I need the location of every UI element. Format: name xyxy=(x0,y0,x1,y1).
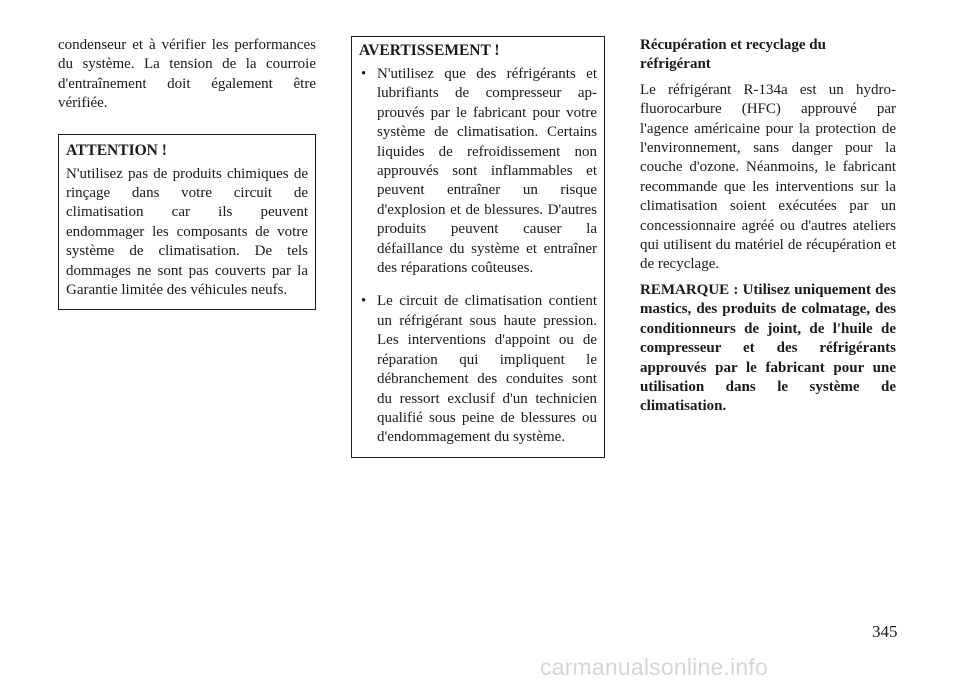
note-paragraph: REMARQUE : Utilisez uniquement des mastics, des produits de colmatage, des conditionneurs de joint, de l'huile de compresseur et des réfrigérants approuvés par le fabricant pour une utilisation dans le système de climatisation. xyxy=(640,281,896,415)
intro-paragraph: condenseur et à vérifier les performances du système. La tension de la courroie d'entraînement doit également être vérifiée. xyxy=(58,37,316,112)
attention-box xyxy=(58,134,316,311)
attention-title: ATTENTION ! xyxy=(66,141,167,159)
warning-item xyxy=(359,65,597,278)
warning-item-text: Le circuit de climatisation contient un réfrigérant sous haute pression. Les interventions d'appoint ou de réparation qui impliquent le débranchement des conduites sont du ressort exclusif d'un technicien qualifié sous peine de blessures ou d'endommagement du système. xyxy=(377,293,597,446)
warning-item xyxy=(359,292,597,447)
column-left xyxy=(58,36,316,310)
warning-item-text: N'utilisez que des réfrigérants et lubrifiants de compresseur approuvés par le fabricant pour votre système de climatisation. Certains liquides de refroidissement non approuvés sont inflammables et peuvent entraîner un risque d'explosion et de blessures. D'autres produits peuvent causer la défaillance du système et entraîner des réparations coûteuses. xyxy=(377,66,597,277)
bullet-icon: • xyxy=(361,66,367,82)
warning-list xyxy=(359,65,597,448)
bullet-icon: • xyxy=(361,293,367,310)
column-middle xyxy=(351,36,605,458)
warning-title: AVERTISSEMENT ! xyxy=(359,42,500,59)
section-heading: Récupération et recyclage du réfrigérant xyxy=(640,37,826,73)
warning-box xyxy=(351,36,605,458)
watermark: carmanualsonline.info xyxy=(540,654,768,680)
section-paragraph: Le réfrigérant R-134a est un hydrofluorocarbure (HFC) approuvé par l'agence américaine pour la protection de l'environnement, sans danger pour la couche d'ozone. Néanmoins, le fabricant recommande que les interventions sur la climatisation soient exécutées par un concessionnaire agréé ou d'autres ateliers qui utilisent du matériel de récupération et de recyclage. xyxy=(640,81,896,273)
page-number: 345 xyxy=(872,622,898,641)
attention-text: N'utilisez pas de produits chimiques de rinçage dans votre circuit de climatisation car ils peuvent endommager les composants de votre système de climatisation. De tels dommages ne sont pas couverts par la Garantie limitée des véhicules neufs. xyxy=(66,165,308,299)
column-right xyxy=(640,36,896,417)
